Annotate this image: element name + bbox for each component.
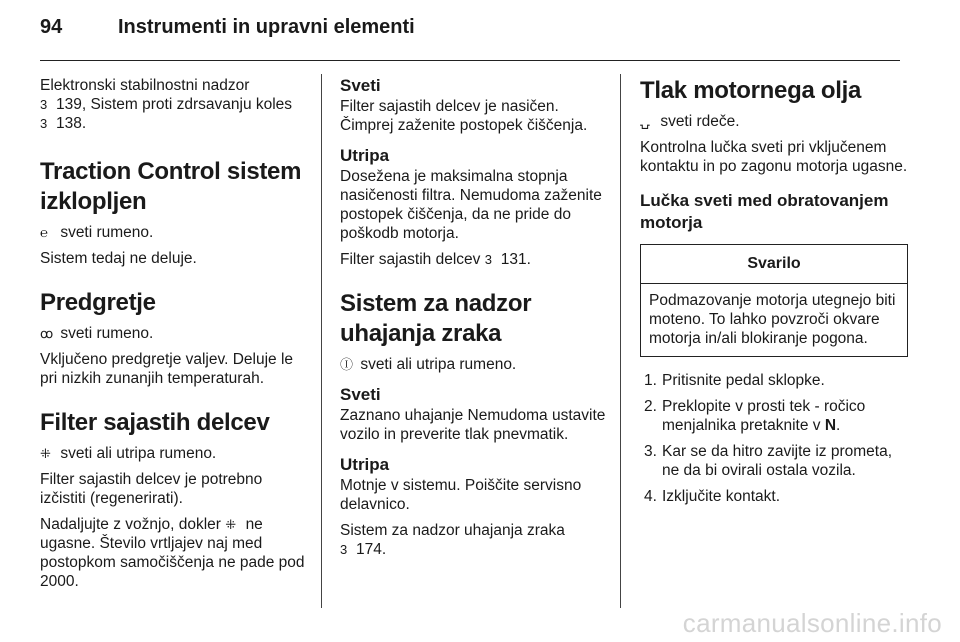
dpf-body-2 — [40, 515, 308, 591]
step-text: Preklopite v prosti tek - ročico menjalnika pretaknite v — [662, 398, 866, 434]
tpms-reference — [340, 521, 608, 559]
dpf-body-2-end: ne ugasne. Število vrtljajev naj med postopkom samočiščenja ne pade pod 2000. — [40, 516, 305, 590]
oil-status-text: sveti rdeče. — [660, 113, 740, 130]
dpf-flash-body: Dosežena je maksimalna stopnja nasičenosti filtra. Nemudoma zaženite postopek čiščenja, da ne pride do poškodb motorja. — [340, 168, 602, 242]
traction-control-off-icon: ℮ — [40, 225, 48, 240]
warning-text: Podmazovanje motorja utegnejo biti moteno. To lahko povzroči okvare motorja in/ali blokiranje pogona. — [649, 292, 896, 347]
intro-line-3: 138. — [56, 115, 87, 132]
dpf-reference-page: 131. — [500, 251, 531, 268]
step-text: Kar se da hitro zavijte iz prometa, ne da bi ovirali ostala vozila. — [662, 443, 893, 479]
column-1 — [40, 76, 308, 598]
list-item — [640, 371, 908, 390]
heading-traction-control: Traction Control sistem izklopljen — [40, 158, 302, 215]
traction-status — [40, 223, 308, 242]
heading-dpf-flash: Utripa — [340, 146, 390, 165]
tpms-lit-body: Zaznano uhajanje Nemudoma ustavite vozilo in preverite tlak pnevmatik. — [340, 407, 606, 443]
column-divider-1 — [321, 74, 322, 608]
dpf-lit-body: Filter sajastih delcev je nasičen. Čimprej zaženite postopek čiščenja. — [340, 98, 588, 134]
step-number: 2. — [644, 398, 657, 415]
dpf-status — [40, 444, 308, 463]
tpms-reference-text: Sistem za nadzor uhajanja zraka — [340, 522, 565, 539]
watermark: carmanualsonline.info — [682, 608, 942, 638]
preheat-body: Vključeno predgretje valjev. Deluje le pri nizkih zunanjih temperaturah. — [40, 351, 294, 387]
column-3 — [640, 76, 908, 513]
tpms-status — [340, 355, 608, 374]
step-number: 1. — [644, 372, 657, 389]
particle-filter-icon: ⁜ — [40, 446, 51, 461]
oil-status — [640, 112, 908, 131]
dpf-body-1: Filter sajastih delcev je potrebno izčistiti (regenerirati). — [40, 471, 263, 507]
preheat-status-text: sveti rumeno. — [60, 325, 154, 342]
heading-running-engine: Lučka sveti med obratovanjem motorja — [640, 191, 889, 232]
column-divider-2 — [620, 74, 621, 608]
preheat-status — [40, 324, 308, 343]
dpf-body-2-start: Nadaljujte z vožnjo, dokler — [40, 516, 221, 533]
dpf-status-text: sveti ali utripa rumeno. — [60, 445, 217, 462]
tpms-reference-page: 174. — [356, 541, 387, 558]
warning-title: Svarilo — [641, 245, 907, 284]
page-header — [40, 16, 900, 46]
list-item — [640, 397, 908, 435]
page-number: 94 — [40, 16, 63, 38]
heading-particle-filter: Filter sajastih delcev — [40, 409, 270, 436]
steps-list — [640, 371, 908, 506]
step-number: 3. — [644, 443, 657, 460]
step-text: Izključite kontakt. — [662, 488, 781, 505]
column-2 — [340, 76, 608, 566]
tire-pressure-icon: Ⓘ — [340, 357, 354, 372]
heading-dpf-lit: Sveti — [340, 76, 381, 95]
list-item — [640, 487, 908, 506]
step-number: 4. — [644, 488, 657, 505]
heading-tpms-lit: Sveti — [340, 385, 381, 404]
heading-tpms-flash: Utripa — [340, 455, 390, 474]
heading-oil-pressure: Tlak motornega olja — [640, 77, 862, 104]
reference-arrow-icon: 3 — [484, 252, 492, 267]
warning-box — [640, 244, 908, 357]
reference-arrow-icon: 3 — [40, 116, 48, 131]
dpf-reference — [340, 250, 608, 269]
list-item — [640, 442, 908, 480]
intro-line-1: Elektronski stabilnostni nadzor — [40, 77, 250, 94]
reference-arrow-icon: 3 — [40, 97, 48, 112]
step-text: Pritisnite pedal sklopke. — [662, 372, 825, 389]
heading-tpms: Sistem za nadzor uhajanja zraka — [340, 290, 532, 347]
step-tail: . — [836, 417, 841, 434]
dpf-reference-text: Filter sajastih delcev — [340, 251, 481, 268]
oil-body: Kontrolna lučka sveti pri vključenem kontaktu in po zagonu motorja ugasne. — [640, 139, 908, 175]
header-divider — [40, 60, 900, 61]
particle-filter-icon: ⁜ — [225, 517, 237, 532]
oil-can-icon: ⍽ — [640, 114, 650, 129]
traction-status-text: sveti rumeno. — [60, 224, 154, 241]
traction-body: Sistem tedaj ne deluje. — [40, 250, 197, 267]
gear-neutral-label: N — [824, 417, 837, 434]
page-title: Instrumenti in upravni elementi — [118, 16, 415, 38]
tpms-status-text: sveti ali utripa rumeno. — [360, 356, 517, 373]
glow-plug-icon: ꝏ — [40, 326, 54, 341]
reference-arrow-icon: 3 — [340, 542, 348, 557]
heading-preheat: Predgretje — [40, 289, 156, 316]
intro-paragraph — [40, 76, 308, 133]
intro-line-2: 139, Sistem proti zdrsavanju koles — [56, 96, 293, 113]
tpms-flash-body: Motnje v sistemu. Poiščite servisno delavnico. — [340, 477, 582, 513]
